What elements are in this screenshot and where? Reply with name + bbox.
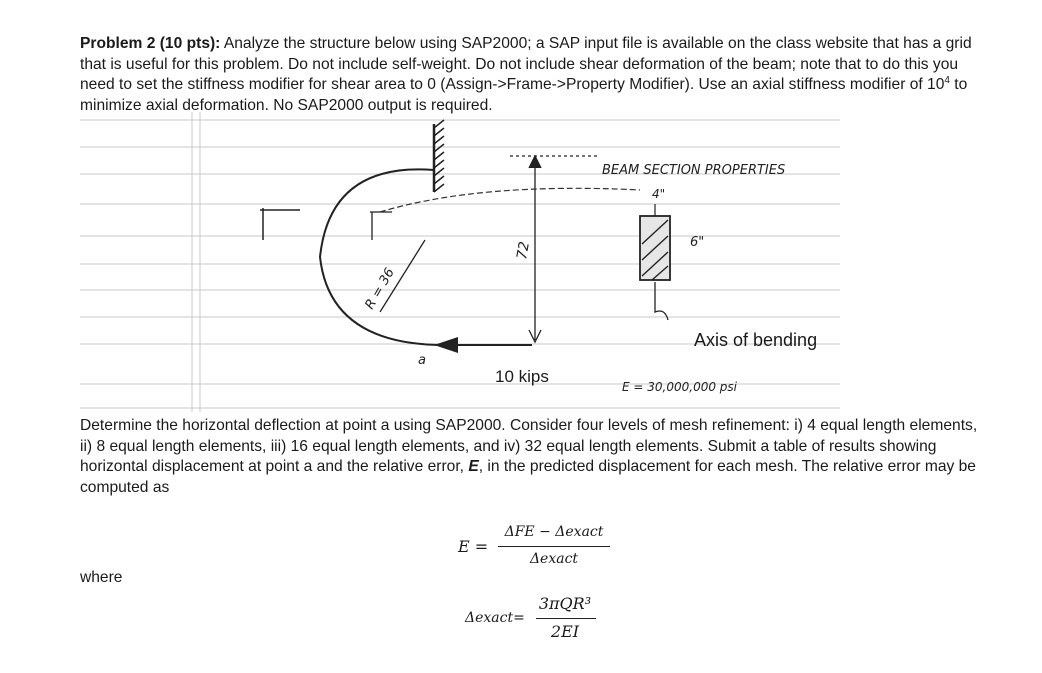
radius-label: R = 36 (362, 265, 398, 312)
exact-denominator: 2EI (550, 622, 580, 641)
error-symbol: E (468, 458, 479, 475)
left-marker (260, 208, 300, 240)
problem-statement (80, 34, 985, 116)
exact-numerator: 3πQR³ (538, 594, 592, 613)
problem-intro-end: to minimize axial deformation. No SAP2000 output is required. (80, 76, 968, 114)
where-label: where (80, 569, 123, 586)
point-a-label: a (418, 353, 426, 368)
bending-axis-arrow (655, 282, 668, 320)
curved-beam (320, 169, 450, 345)
error-numerator: ΔFE − Δexact (504, 524, 604, 540)
problem-title: Problem 2 (10 pts): (80, 35, 221, 52)
task-text-end: , in the predicted displacement for each mesh. The relative error may be computed as (80, 458, 976, 496)
error-equation-lhs: E = (458, 537, 489, 556)
axis-label: Axis of bending (694, 330, 818, 350)
problem-intro: Analyze the structure below using SAP2000; a SAP input file is available on the class website that has a grid that is useful for this problem. Do not include self-weight. Do not include shear deformation of the beam; note that to do this you need to set the stiffness modifier for shear area to 0 (Assign->Frame->Property Modifier). Use an axial stiffness modifier of 10 (80, 35, 972, 93)
exact-equation-lhs: Δexact= (465, 610, 525, 626)
height-label: 72 (514, 240, 534, 261)
section-title: BEAM SECTION PROPERTIES (602, 163, 786, 178)
load-arrow (434, 337, 532, 353)
error-fraction-bar (498, 546, 610, 547)
error-denominator: Δexact (529, 551, 579, 567)
depth-label: 6" (690, 235, 705, 250)
fixed-support (434, 120, 444, 192)
load-label: 10 kips (495, 367, 549, 386)
width-label: 4" (652, 187, 666, 201)
ruled-lines (80, 112, 840, 412)
task-text: Determine the horizontal deflection at point a using SAP2000. Consider four levels of mesh refinement: i) 4 equal length elements, ii) 8 equal length elements, iii) 16 equal length elements, and iv) 32 equal length elements. Submit a table of results showing horizontal displacement at point a and the relative error, (80, 417, 978, 475)
task-statement (80, 416, 985, 498)
exact-fraction-bar (536, 618, 596, 619)
reference-curve (380, 188, 640, 212)
problem-exponent: 4 (944, 75, 950, 86)
modulus-label: E = 30,000,000 psi (622, 380, 737, 394)
structure-sketch (80, 112, 900, 414)
